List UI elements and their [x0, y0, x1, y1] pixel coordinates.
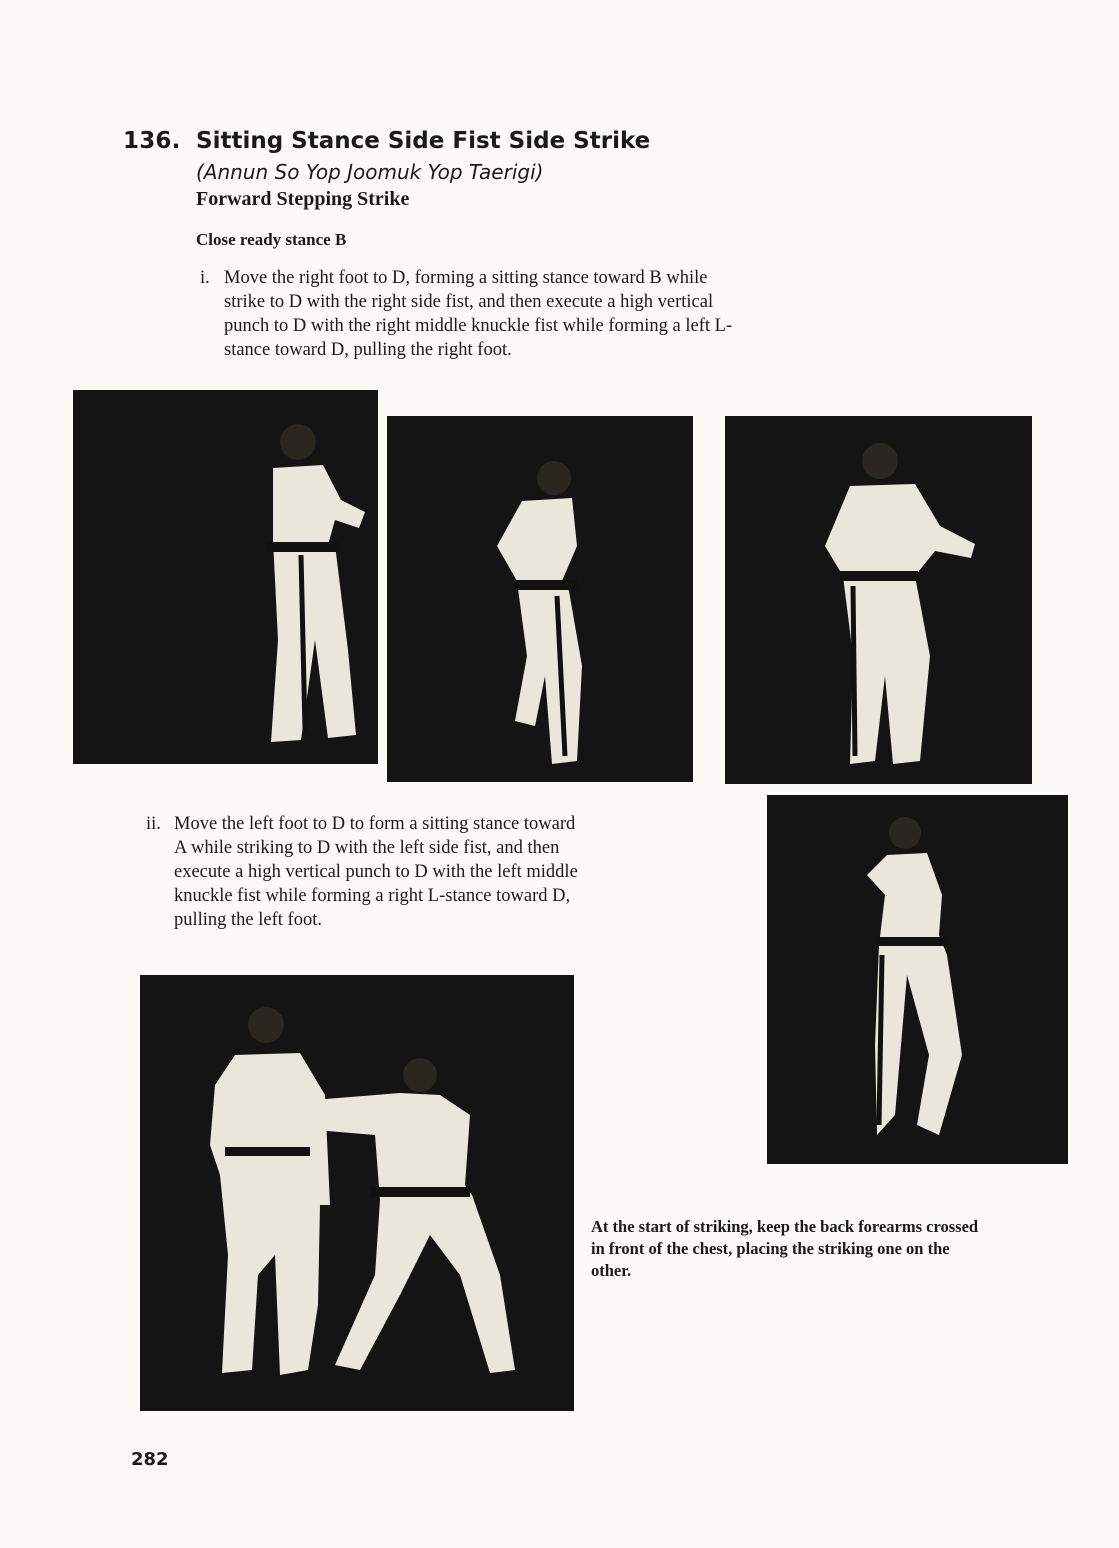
step-2-line: Move the left foot to D to form a sitting stance toward [174, 814, 576, 834]
step-2-marker: ii. [146, 814, 161, 834]
step-1-marker: i. [200, 268, 210, 288]
section-heading: Forward Stepping Strike [196, 188, 410, 210]
page-title: Sitting Stance Side Fist Side Strike [196, 128, 651, 154]
step-1-line: strike to D with the right side fist, and then execute a high vertical [224, 292, 714, 312]
photo-partner-demo [140, 975, 574, 1411]
korean-subtitle: (Annun So Yop Joomuk Yop Taerigi) [196, 160, 544, 184]
page-number: 282 [131, 1449, 169, 1470]
caption-line: At the start of striking, keep the back forearms crossed [591, 1217, 979, 1236]
photo-step-1a [73, 390, 378, 764]
step-1-line: stance toward D, pulling the right foot. [224, 340, 512, 360]
photo-step-2 [767, 795, 1068, 1164]
step-1-line: punch to D with the right middle knuckle fist while forming a left L- [224, 316, 733, 336]
step-2-line: execute a high vertical punch to D with the left middle [174, 862, 578, 882]
step-2-line: pulling the left foot. [174, 910, 322, 930]
step-2-line: A while striking to D with the left side fist, and then [174, 838, 560, 858]
photo-caption [591, 1216, 1097, 1282]
caption-line: other. [591, 1261, 632, 1280]
photo-step-1c [725, 416, 1032, 784]
caption-line: in front of the chest, placing the striking one on the [591, 1239, 950, 1258]
section-number: 136. [123, 128, 181, 154]
step-1 [200, 266, 940, 366]
step-1-line: Move the right foot to D, forming a sitting stance toward B while [224, 268, 708, 288]
ready-stance-label: Close ready stance B [196, 230, 347, 249]
step-2-line: knuckle fist while forming a right L-stance toward D, [174, 886, 571, 906]
photo-step-1b [387, 416, 693, 782]
step-2 [146, 812, 746, 942]
